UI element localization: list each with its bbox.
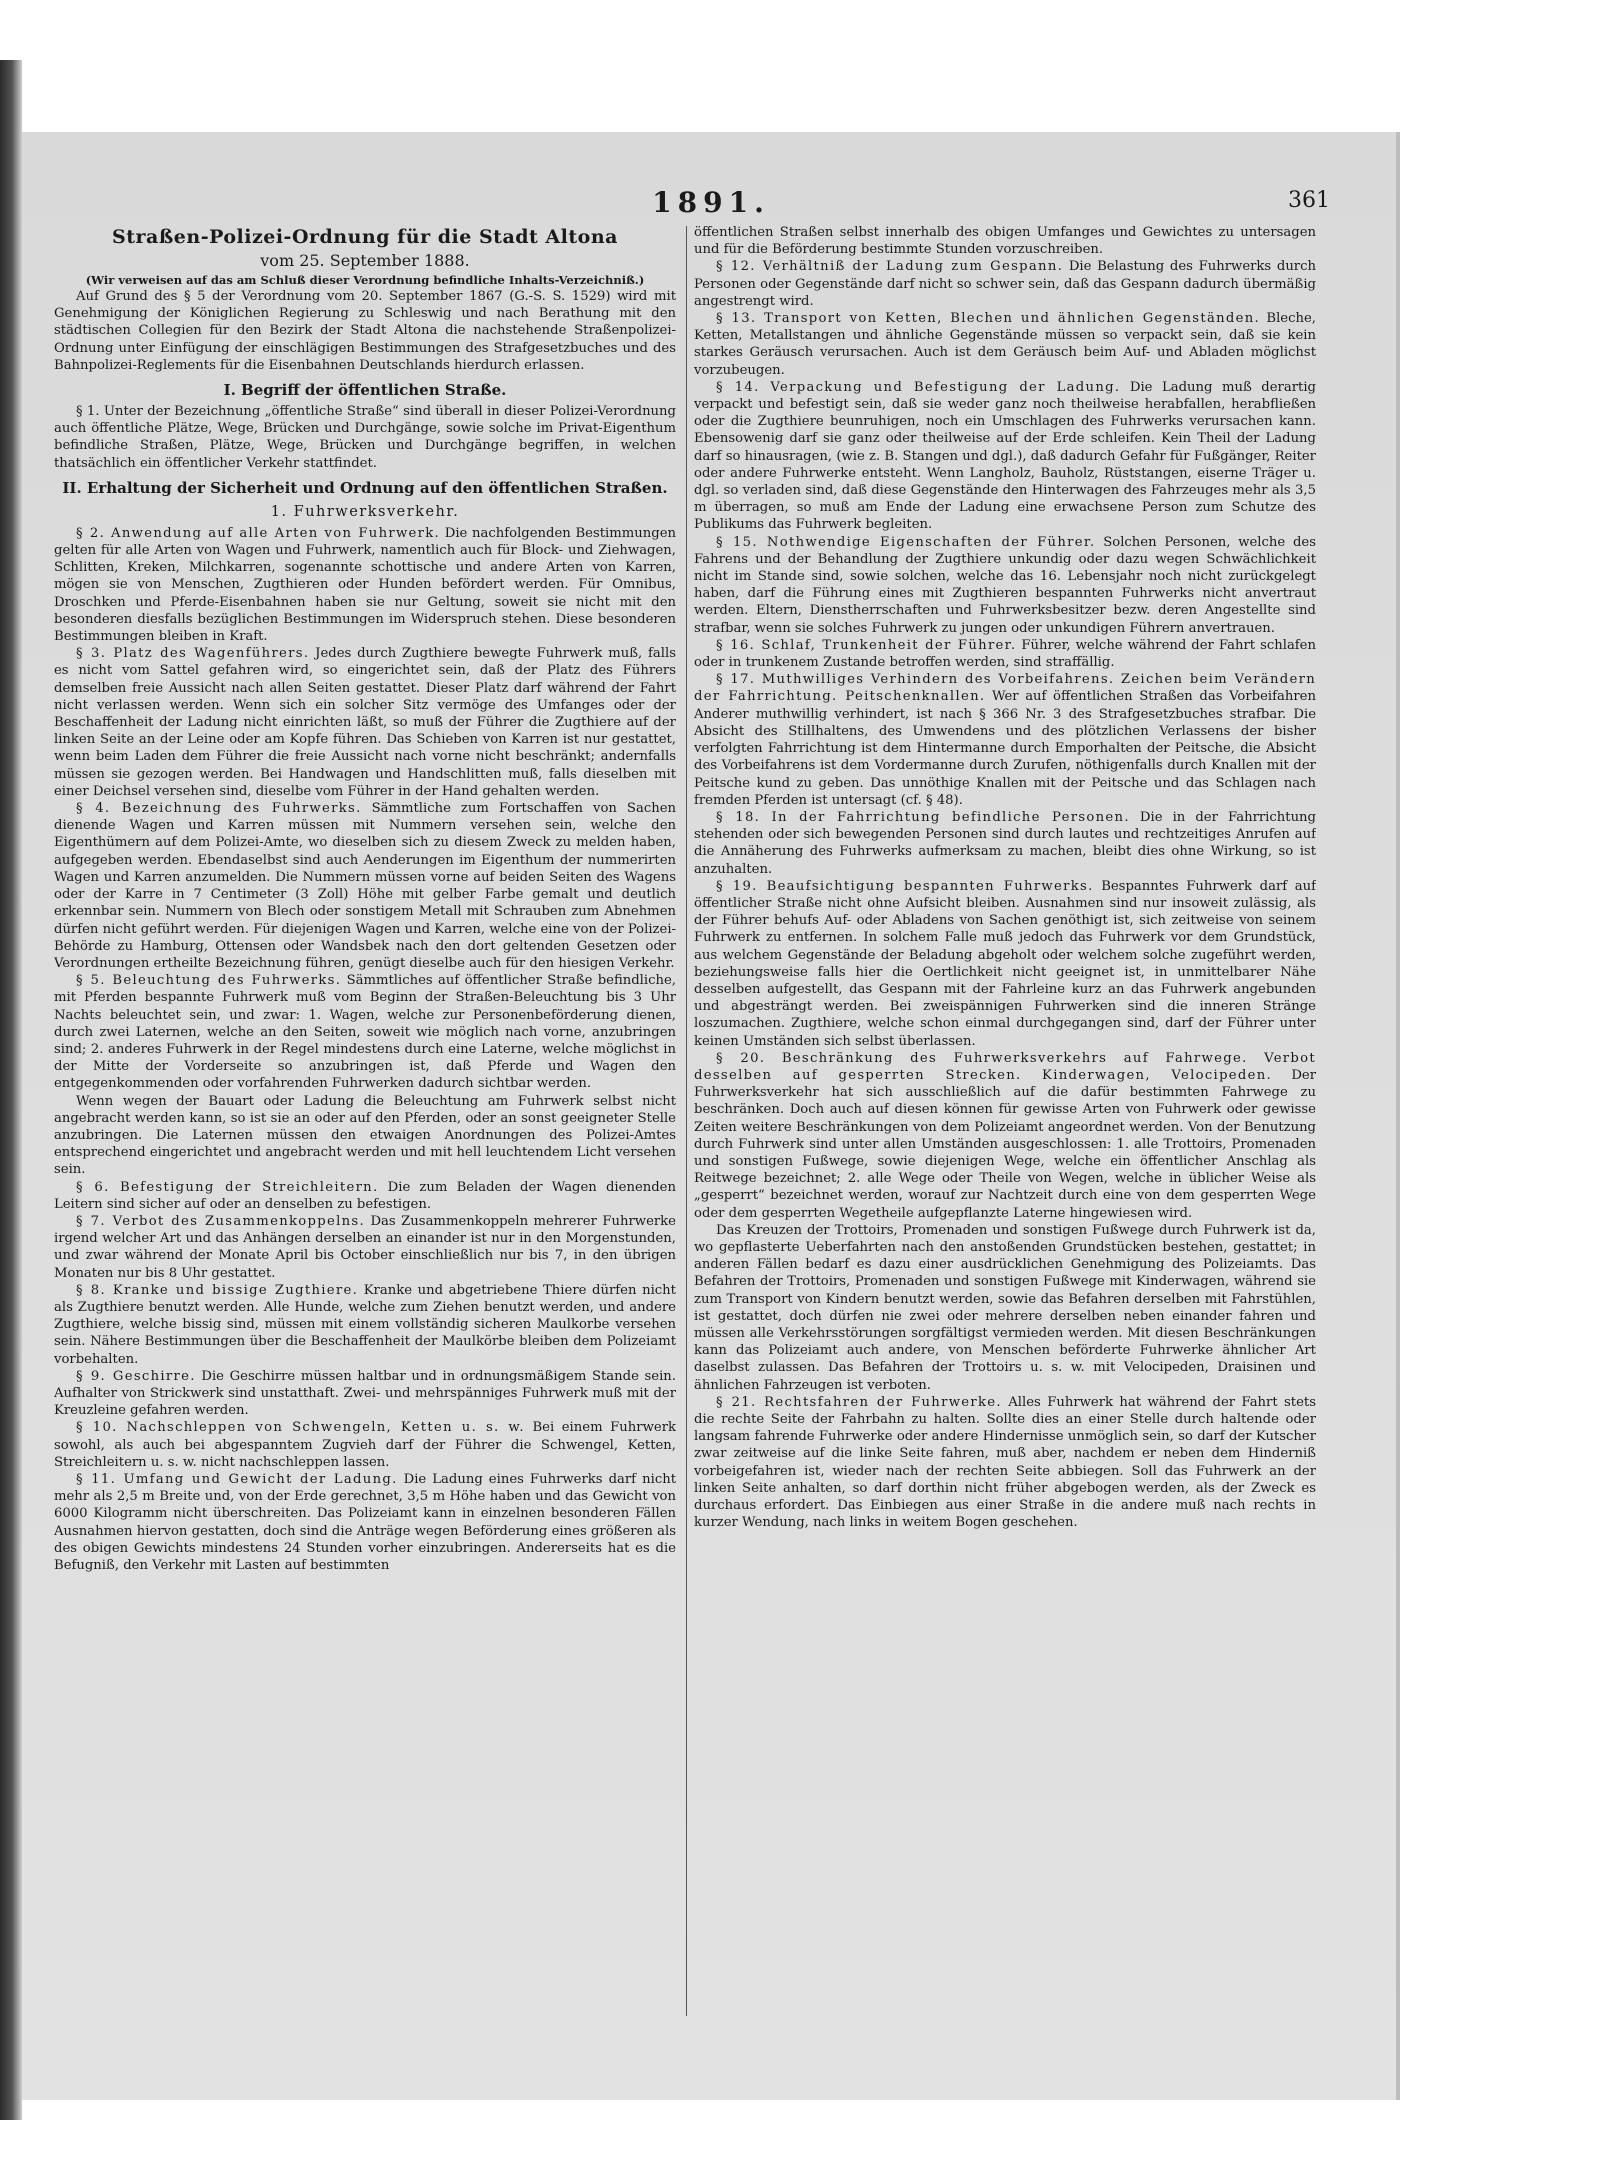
paragraph-lead: § 17. Muthwilliges Verhindern des Vorbeifahrens. Zeichen beim Verändern der Fahrrichtung. Peitschenknallen. [694, 672, 1316, 705]
paragraph-lead: § 6. Befestigung der Streichleitern. [76, 1179, 379, 1195]
paragraph-lead: § 18. In der Fahrrichtung befindliche Personen. [716, 809, 1130, 825]
paragraph-lead: § 4. Bezeichnung des Fuhrwerks. [76, 801, 362, 817]
paragraph-s4 [54, 800, 676, 972]
paragraph-s5b: Wenn wegen der Bauart oder Ladung die Beleuchtung am Fuhrwerk selbst nicht angebracht werden kann, so ist sie an oder auf den Pferden, oder an sonst geeigneter Stelle anzubringen. Die Laternen müssen den etwaigen Anordnungen des Polizei-Amtes entsprechend eingerichtet und angebracht werden und mit hell leuchtendem Licht versehen sein. [54, 1093, 676, 1178]
paragraph-s11 [54, 1471, 676, 1574]
paragraph-text: Die zum Beladen der Wagen dienenden Leitern sind sicher auf oder an denselben zu befestigen. [54, 1179, 676, 1212]
paragraph-lead: § 15. Nothwendige Eigenschaften der Führer. [716, 534, 1096, 550]
paragraph-lead: § 3. Platz des Wagenführers. [76, 646, 310, 662]
paragraph-lead: § 11. Umfang und Gewicht der Ladung. [76, 1472, 398, 1487]
paragraph-lead: § 7. Verbot des Zusammenkoppelns. [76, 1213, 365, 1229]
paragraph-lead: § 12. Verhältniß der Ladung zum Gespann. [716, 259, 1064, 275]
paragraph-s10 [54, 1419, 676, 1471]
paragraph-lead: § 21. Rechtsfahren der Fuhrwerke. [716, 1394, 1002, 1410]
page-year: 1891. [652, 186, 770, 219]
paragraph-lead: § 13. Transport von Ketten, Blechen und ähnlichen Gegenständen. [716, 311, 1261, 327]
paragraph-text: Der Fuhrwerksverkehr hat sich ausschließlich auf die dafür bestimmten Fahrwege zu beschränken. Doch auch auf diesen können für gewisse Arten von Fuhrwerk oder gewisse Zeiten weitere Beschränkungen von dem Polizeiamt angeordnet werden. Von der Benutzung durch Fuhrwerk sind unter allen Umständen ausgeschlossen: 1. alle Trottoirs, Promenaden und sonstigen Fußwege, sowie diejenigen Wege, welche ein öffentlicher Anschlag als Reitwege bezeichnet; 2. alle Wege oder Theile von Wegen, welche in üblicher Weise als „gesperrt“ bezeichnet werden, worauf zur Nachtzeit durch eine von dem gesperrten Wege oder dem gesperrten Wegetheile aufgepflanzte Laterne hingewiesen wird. [694, 1067, 1316, 1221]
paragraph-text: Alles Fuhrwerk hat während der Fahrt stets die rechte Seite der Fahrbahn zu halten. Sollte dies an einer Stelle durch haltende oder langsam fahrende Fuhrwerke oder andere Hindernisse unmöglich sein, so darf der Kutscher zwar zeitweise auf die linke Seite fahren, muß aber, nachdem er neben dem Hinderniß vorbeigefahren ist, wieder nach der rechten Seite abbiegen. Soll das Fuhrwerk an der linken Seite anhalten, so darf dorthin nicht früher abgebogen werden, als der Zweck es durchaus erfordert. Das Einbiegen aus einer Straße in die andere muß nach rechts in kurzer Wendung, nach links in weitem Bogen geschehen. [694, 1394, 1316, 1531]
paragraph-s21 [694, 1394, 1316, 1532]
paragraph-text: Wer auf öffentlichen Straßen das Vorbeifahren Anderer muthwillig verhindert, ist nach § 366 Nr. 3 des Strafgesetzbuches strafbar. Die Absicht des Stillhaltens, des Umwendens und des plötzlichen Verlassens der bisher verfolgten Fahrrichtung ist dem Hintermanne durch Emporhalten der Peitsche, die Absicht des Vorbeifahrens ist dem Vordermanne durch Zurufen, nöthigenfalls durch Knallen mit der Peitsche kund zu geben. Das unnöthige Knallen mit der Peitsche und das Schlagen nach fremden Pferden ist untersagt (cf. § 48). [694, 689, 1316, 808]
paragraph-text: Kranke und abgetriebene Thiere dürfen nicht als Zugthiere benutzt werden. Alle Hunde, welche zum Ziehen benutzt werden, und andere Zugthiere, welche bissig sind, müssen mit einem vollständig sicheren Maulkorbe versehen sein. Nähere Bestimmungen über die Beschaffenheit der Maulkörbe bleiben dem Polizeiamt vorbehalten. [54, 1282, 676, 1367]
paragraph-text: Die Ladung muß derartig verpackt und befestigt sein, daß sie weder ganz noch theilweise herabfallen, herabfließen oder die Zugthiere beunruhigen, noch ein Umschlagen des Fuhrwerks verursachen kann. Ebensowenig darf sie ganz oder theilweise auf der Erde schleifen. Kein Theil der Ladung darf so hinausragen, (wie z. B. Stangen und dgl.), daß dadurch Gefahr für Fußgänger, Reiter oder andere Fuhrwerke entsteht. Wenn Langholz, Bauholz, Rüststangen, eiserne Träger u. dgl. so verladen sind, daß diese Gegenstände den Hinterwagen des Fahrzeuges mehr als 3,5 m überragen, so muß am Ende der Ladung eine erwachsene Person zum Schutze des Publikums das Fuhrwerk begleiten. [694, 379, 1316, 533]
document-date: vom 25. September 1888. [260, 251, 470, 270]
paragraph-s20b: Das Kreuzen der Trottoirs, Promenaden und sonstigen Fußwege durch Fuhrwerk ist da, wo gepflasterte Ueberfahrten nach den anstoßenden Grundstücken bestehen, gestattet; in anderen Fällen bedarf es dazu einer ausdrücklichen Genehmigung des Polizeiamts. Das Befahren der Trottoirs, Promenaden und sonstigen Fußwege mit Kinderwagen, während sie zum Transport von Kindern benutzt werden, sowie das Befahren derselben mit Fahrstühlen, ist gestattet, doch dürfen nie zwei oder mehrere derselben neben einander fahren und müssen alle Verkehrsstörungen sorgfältigst vermieden werden. Mit diesen Beschränkungen kann das Polizeiamt auch andere, von Menschen beförderte Fuhrwerke ähnlicher Art daselbst zulassen. Das Befahren der Trottoirs u. s. w. mit Velocipeden, Draisinen und ähnlichen Fahrzeugen ist verboten. [694, 1222, 1316, 1393]
paragraph-lead: § 5. Beleuchtung des Fuhrwerks. [76, 973, 342, 989]
paragraph-lead: § 14. Verpackung und Befestigung der Ladung. [716, 379, 1121, 395]
column-divider [686, 226, 687, 2016]
paragraph-text: Die Belastung des Fuhrwerks durch Personen oder Gegenstände darf nicht so schwer sein, daß das Gespann dadurch übermäßig angestrengt wird. [694, 259, 1316, 309]
paragraph-s20 [694, 1050, 1316, 1222]
paragraph-s3 [54, 645, 676, 800]
paragraph-s17 [694, 671, 1316, 809]
page-header [22, 186, 1400, 222]
paragraph-text: Sämmtliches auf öffentlicher Straße befindliche, mit Pferden bespannte Fuhrwerk muß vom Beginn der Straßen-Beleuchtung bis 3 Uhr Nachts beleuchtet sein, und zwar: 1. Wagen, welche zur Personenbeförderung dienen, durch zwei Laternen, welche an den Seiten, soweit wie möglich nach vorne, anzubringen sind; 2. anderes Fuhrwerk in der Regel mindestens durch eine Laterne, welche möglichst in der Mitte der Vorderseite so anzubringen ist, daß Pferde und Wagen den entgegenkommenden oder vorfahrenden Fuhrwerken dadurch sichtbar werden. [54, 973, 676, 1092]
paragraph-lead: § 2. Anwendung auf alle Arten von Fuhrwerk. [76, 525, 441, 541]
paragraph-s14 [694, 379, 1316, 534]
paragraph-s12 [694, 258, 1316, 310]
paragraph-lead: § 20. Beschränkung des Fuhrwerksverkehrs auf Fahrwege. Verbot desselben auf gesperrten Strecken. Kinderwagen, Velocipeden. [694, 1050, 1316, 1083]
paragraph-s6 [54, 1179, 676, 1213]
title-block [54, 224, 676, 288]
paragraph-text: Sämmtliche zum Fortschaffen von Sachen dienende Wagen und Karren müssen mit Nummern versehen sein, welche den Eigenthümern auf dem Polizei-Amte, wo dieselben sich zu diesem Zweck zu melden haben, aufgegeben werden. Ebendaselbst sind auch Aenderungen im Eigenthum der nummerirten Wagen und Karren anzumelden. Die Nummern müssen vorne auf beiden Seiten des Wagens oder der Karre in 7 Centimeter (3 Zoll) Höhe mit gelber Farbe gemalt und deutlich erkennbar sein. Nummern von Blech oder sonstigem Metall mit Schrauben zum Abnehmen dürfen nicht geführt werden. Für diejenigen Wagen und Karren, welche eine von der Polizei-Behörde zu Hamburg, Ottensen oder Wandsbek nach den dort geltenden Gesetzen oder Verordnungen ertheilte Bezeichnung führen, genügt dieselbe auch für den hiesigen Verkehr. [54, 801, 676, 971]
paragraph-lead: § 8. Kranke und bissige Zugthiere. [76, 1282, 359, 1298]
paragraph-s16 [694, 637, 1316, 671]
paragraph-text: Jedes durch Zugthiere bewegte Fuhrwerk muß, falls es nicht vom Sattel gefahren wird, so eingerichtet sein, daß der Platz des Führers demselben freie Aussicht nach allen Seiten gestattet. Dieser Platz darf während der Fahrt nicht verlassen werden. Wenn sich ein solcher Sitz vermöge des Umfanges oder der Beschaffenheit der Ladung nicht einrichten läßt, so muß der Führer die Zugthiere auf der linken Seite an der Leine oder am Kopfe führen. Das Schieben von Karren ist nur gestattet, wenn beim Laden dem Führer die freie Aussicht nach vorne nicht beschränkt; andernfalls müssen sie gezogen werden. Bei Handwagen und Handschlitten muß, falls dieselben mit einer Deichsel versehen sind, dieselbe vom Führer in der Hand gehalten werden. [54, 646, 676, 799]
paragraph-s1: § 1. Unter der Bezeichnung „öffentliche Straße“ sind überall in dieser Polizei-Verordnung auch öffentliche Plätze, Wege, Brücken und Durchgänge, sowie solche im Privat-Eigenthum befindliche Straßen, Plätze, Wege, Brücken und Durchgänge begriffen, in welchen thatsächlich ein öffentlicher Verkehr stattfindet. [54, 404, 676, 471]
paragraph-text: Die nachfolgenden Bestimmungen gelten für alle Arten von Wagen und Fuhrwerk, namentlich auch für Block- und Ziehwagen, Schlitten, Kreken, Milchkarren, sogenannte schottische und andere Arten von Karren, mögen sie von Menschen, Zugthieren oder Hunden befördert werden. Für Omnibus, Droschken und Pferde-Eisenbahnen haben sie nur Geltung, soweit sie nicht mit den besonderen diesfalls bezüglichen Bestimmungen im Widerspruch stehen. Diese besonderen Bestimmungen bleiben in Kraft. [54, 525, 676, 645]
paragraph-lead: § 9. Geschirre. [76, 1368, 196, 1384]
paragraph-s18 [694, 809, 1316, 878]
paragraph-text: Solchen Personen, welche des Fahrens und der Behandlung der Zugthiere unkundig oder dazu wegen Schwächlichkeit nicht im Stande sind, sowie solchen, welche das 16. Lebensjahr noch nicht zurückgelegt haben, darf die Führung eines mit Zugthieren bespannten Fuhrwerks nicht anvertraut werden. Eltern, Dienstherrschaften und Fuhrwerksbesitzer bezw. deren Angestellte sind strafbar, wenn sie solches Fuhrwerk zu jungen oder unkundigen Führern anvertrauen. [694, 534, 1316, 636]
scan-edge [0, 60, 22, 2120]
paragraph-s19 [694, 878, 1316, 1050]
paragraph-text: Führer, welche während der Fahrt schlafen oder in trunkenem Zustande betroffen werden, sind straffällig. [694, 637, 1316, 671]
paragraph-s9 [54, 1368, 676, 1420]
paragraph-s7 [54, 1213, 676, 1282]
paragraph-lead: § 19. Beaufsichtigung bespannten Fuhrwerks. [716, 878, 1094, 894]
section-heading-2: II. Erhaltung der Sicherheit und Ordnung auf den öffentlichen Straßen. [62, 478, 668, 497]
paragraph-lead: § 16. Schlaf, Trunkenheit der Führer. [716, 637, 1017, 653]
paragraph-text: Die Geschirre müssen haltbar und in ordnungsmäßigem Stande sein. Aufhalter von Strickwerk sind unstatthaft. Zwei- und mehrspänniges Fuhrwerk muß mit der Kreuzleine gefahren werden. [54, 1368, 676, 1419]
left-column [54, 224, 676, 2024]
document-note: (Wir verweisen auf das am Schluß dieser Verordnung befindliche Inhalts-Verzeichniß.) [85, 273, 645, 287]
paragraph-s11-continued: öffentlichen Straßen selbst innerhalb des obigen Umfanges und Gewichtes zu untersagen und für die Beförderung bestimmte Stunden vorzuschreiben. [694, 225, 1316, 258]
paragraph-text: Bei einem Fuhrwerk sowohl, als auch bei abgespanntem Zugvieh darf der Führer die Schwengel, Ketten, Streichleitern u. s. w. nicht nachschleppen lassen. [54, 1420, 676, 1470]
paragraph-s2 [54, 525, 676, 645]
document-page [22, 132, 1400, 2100]
right-column [694, 224, 1316, 2024]
paragraph-text: Bespanntes Fuhrwerk darf auf öffentlicher Straße nicht ohne Aufsicht bleiben. Ausnahmen sind nur insoweit zulässig, als der Führer behufs Auf- oder Abladens von Sachen genöthigt ist, sich zeitweise von seinem Fuhrwerk zu entfernen. In solchem Falle muß jedoch das Fuhrwerk vor dem Grundstück, aus welchem Gegenstände der Beladung abgeholt oder welchem solche zugeführt werden, beziehungsweise falls hier die Oertlichkeit nicht geeignet ist, in unmittelbarer Nähe desselben aufgestellt, das Gespann mit der Fahrleine kurz an das Fuhrwerk angebunden und abgesträngt werden. Bei zweispännigen Fuhrwerken sind die inneren Stränge loszumachen. Zugthiere, welche schon einmal durchgegangen sind, darf der Führer unter keinen Umständen sich selbst überlassen. [694, 878, 1316, 1049]
paragraph-text: Die in der Fahrrichtung stehenden oder sich bewegenden Personen sind durch lautes und rechtzeitiges Anrufen auf die Annäherung des Fuhrwerks aufmerksam zu machen, bleibt dies ohne Wirkung, so ist anzuhalten. [694, 809, 1316, 877]
intro-paragraph: Auf Grund des § 5 der Verordnung vom 20. September 1867 (G.-S. S. 1529) wird mit Genehmigung der Königlichen Regierung zu Schleswig und nach Berathung mit den städtischen Collegien für den Bezirk der Stadt Altona die nachstehende Straßenpolizei-Ordnung unter Einfügung der einschlägigen Bestimmungen des Strafgesetzbuches und des Bahnpolizei-Reglements für die Eisenbahnen Deutschlands hierdurch erlassen. [54, 289, 676, 373]
section-heading-1: I. Begriff der öffentlichen Straße. [223, 381, 507, 400]
paragraph-text: Das Zusammenkoppeln mehrerer Fuhrwerke irgend welcher Art und das Anhängen derselben an einander ist nur in den Morgenstunden, und zwar während der Monate April bis October einschließlich nur bis 7, in den übrigen Monaten nur bis 8 Uhr gestattet. [54, 1213, 676, 1281]
paragraph-text: Bleche, Ketten, Metallstangen und ähnliche Gegenstände müssen so verpackt sein, daß sie kein starkes Geräusch verursachen. Auch ist dem Geräusch beim Auf- und Abladen möglichst vorzubeugen. [694, 311, 1316, 378]
paragraph-s13 [694, 310, 1316, 379]
paragraph-s15 [694, 534, 1316, 637]
document-title: Straßen-Polizei-Ordnung für die Stadt Altona [112, 226, 618, 248]
paragraph-text: Die Ladung eines Fuhrwerks darf nicht mehr als 2,5 m Breite und, von der Erde gerechnet, 3,5 m Höhe haben und das Gewicht von 6000 Kilogramm nicht überschreiten. Das Polizeiamt kann in einzelnen besonderen Fällen Ausnahmen hiervon gestatten, doch sind die Anträge wegen Beförderung eines größeren als des obigen Gewichts mindestens 24 Stunden vorher einzubringen. Andererseits hat es die Befugniß, den Verkehr mit Lasten auf bestimmten [54, 1472, 676, 1574]
paragraph-s5 [54, 972, 676, 1092]
page-number: 361 [1288, 188, 1330, 213]
paragraph-lead: § 10. Nachschleppen von Schwengeln, Ketten u. s. w. [76, 1420, 525, 1436]
subsection-heading-1: 1. Fuhrwerksverkehr. [270, 503, 460, 520]
paragraph-s8 [54, 1282, 676, 1368]
